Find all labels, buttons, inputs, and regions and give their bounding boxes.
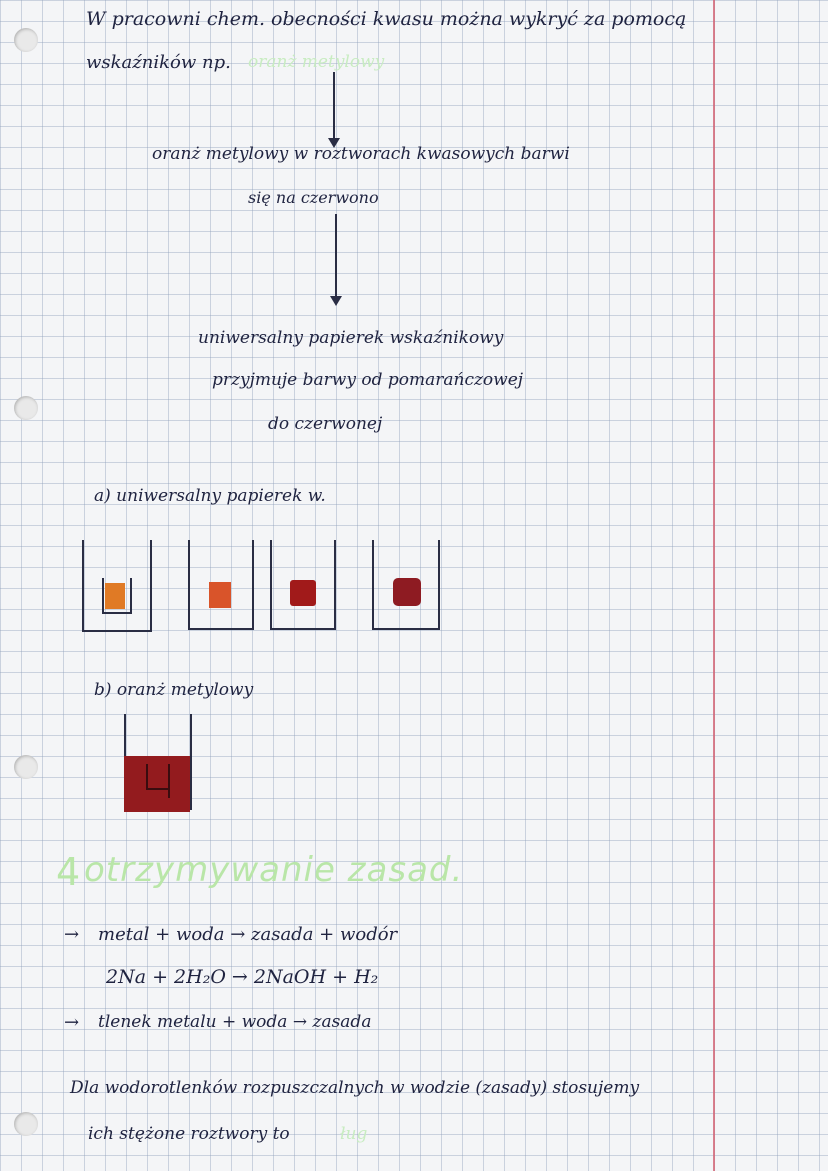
label-b: b) oranż metylowy [94, 680, 254, 700]
binder-hole [14, 28, 38, 52]
reaction-1: metal + woda → zasada + wodór [98, 924, 398, 945]
text-line-1: W pracowni chem. obecności kwasu można wykryć za pomocą [86, 8, 687, 30]
highlighted-text: oranż metylowy [248, 52, 385, 72]
indicator-color-4 [393, 578, 421, 606]
binder-hole [14, 1112, 38, 1136]
text-line-5: uniwersalny papierek wskaźnikowy [198, 328, 504, 348]
indicator-color-3 [290, 580, 316, 606]
indicator-color-1 [105, 583, 125, 609]
section-number: 4 [56, 850, 82, 894]
indicator-color-2 [209, 582, 231, 608]
text-line-2: wskaźników np. [86, 52, 231, 73]
text-line-3: oranż metylowy w roztworach kwasowych barwi [152, 144, 570, 164]
paragraph-line-1: Dla wodorotlenków rozpuszczalnych w wodzie (zasady) stosujemy [70, 1078, 640, 1098]
strip-in-solution [146, 764, 170, 790]
arrow-bullet: → [64, 1012, 80, 1033]
arrow-shaft [335, 214, 337, 300]
margin-line [713, 0, 715, 1171]
text-line-4: się na czerwono [248, 188, 379, 207]
reaction-equation: 2Na + 2H₂O → 2NaOH + H₂ [106, 966, 379, 988]
text-line-7: do czerwonej [268, 414, 383, 434]
arrow-shaft [333, 72, 335, 142]
arrow-head [330, 296, 342, 306]
text-line-6: przyjmuje barwy od pomarańczowej [212, 370, 524, 390]
arrow-bullet: → [64, 924, 80, 945]
binder-hole [14, 396, 38, 420]
strip-in-solution [168, 764, 170, 798]
reaction-2: tlenek metalu + woda → zasada [98, 1012, 372, 1032]
label-a: a) uniwersalny papierek w. [94, 486, 326, 506]
paragraph-line-2: ich stężone roztwory to [88, 1124, 290, 1144]
highlighted-text: ług [340, 1124, 368, 1144]
section-heading: otrzymywanie zasad. [84, 850, 464, 890]
binder-hole [14, 755, 38, 779]
